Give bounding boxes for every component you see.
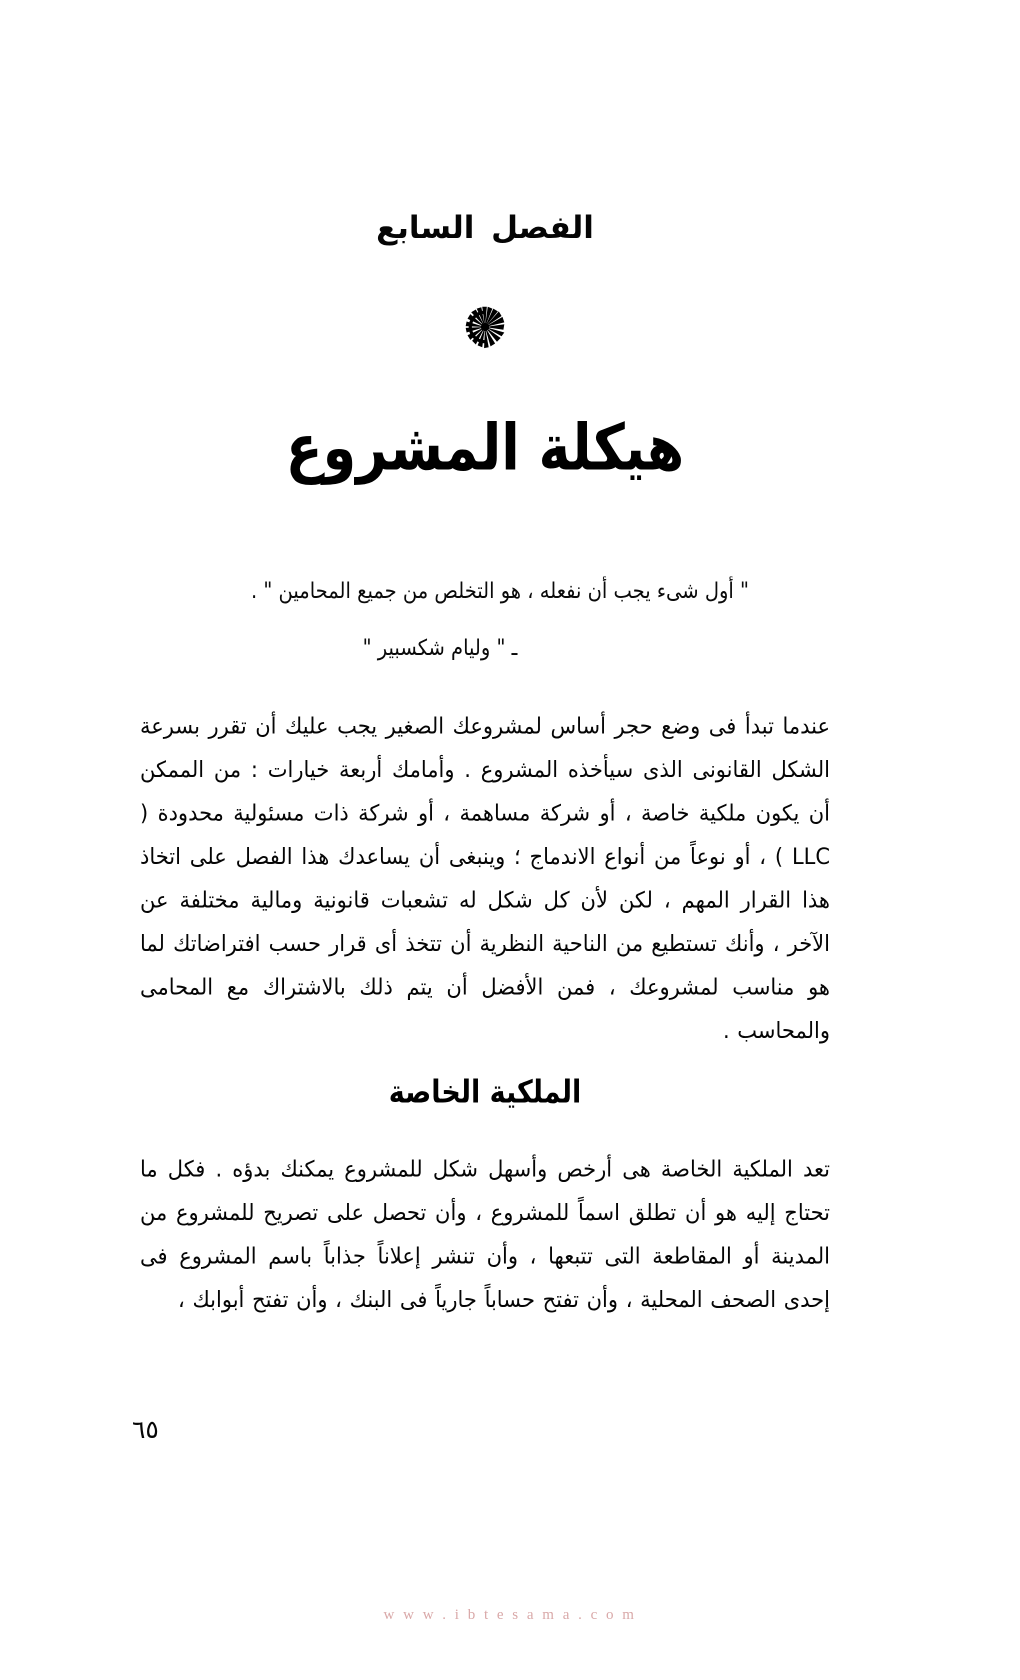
section-heading-sole-proprietorship: الملكية الخاصة	[388, 1074, 582, 1111]
ornament-container	[140, 304, 830, 350]
chapter-title: هيكلة المشروع	[285, 410, 685, 485]
chapter-label: الفصل السابع	[376, 210, 594, 246]
page-number: ٦٥	[132, 1415, 159, 1444]
body-paragraph-2: تعد الملكية الخاصة هى أرخص وأسهل شكل للمشروع يمكنك بدؤه . فكل ما تحتاج إليه هو أن تطلق اسماً للمشروع ، وأن تحصل على تصريح للمشروع من المدينة أو المقاطعة التى تتبعها ، وأن تنشر إعلاناً جذاباً باسم المشروع فى إحدى الصحف المحلية ، وأن تفتح حساباً جارياً فى البنك ، وأن تفتح أبوابك ،	[140, 1156, 830, 1313]
epigraph-quote: " أول شىء يجب أن نفعله ، هو التخلص من جميع المحامين " .	[250, 577, 750, 604]
epigraph-attribution: ـ " وليام شكسبير "	[362, 634, 518, 661]
sunburst-ornament-icon	[462, 304, 508, 350]
site-watermark: w w w . i b t e s a m a . c o m	[383, 1607, 637, 1623]
epigraph-block	[140, 579, 830, 659]
body-paragraph-1: عندما تبدأ فى وضع حجر أساس لمشروعك الصغير يجب عليك أن تقرر بسرعة الشكل القانونى الذى سيأخذه المشروع . وأمامك أربعة خيارات : من الممكن أن يكون ملكية خاصة ، أو شركة مساهمة ، أو شركة ذات مسئولية محدودة ( LLC ) ، أو نوعاً من أنواع الاندماج ؛ وينبغى أن يساعدك هذا الفصل على اتخاذ هذا القرار المهم ، لكن لأن كل شكل له تشعبات قانونية ومالية مختلفة عن الآخر ، وأنك تستطيع من الناحية النظرية أن تتخذ أى قرار حسب افتراضاتك لما هو مناسب لمشروعك ، فمن الأفضل أن يتم ذلك بالاشتراك مع المحامى والمحاسب .	[140, 713, 830, 1044]
